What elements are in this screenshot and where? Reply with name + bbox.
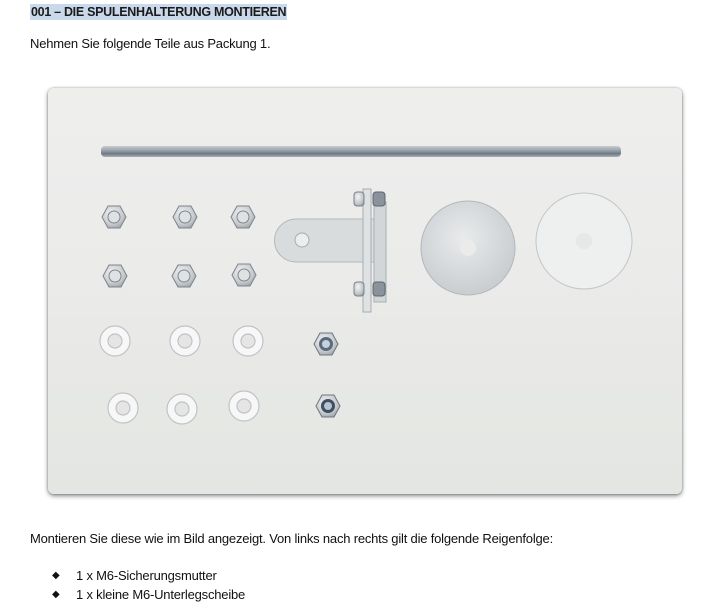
bracket-assembly [275, 189, 387, 312]
threaded-rod [101, 146, 621, 157]
section-heading: 001 – DIE SPULENHALTERUNG MONTIEREN [31, 5, 287, 19]
list-item-text: 1 x M6-Sicherungsmutter [76, 568, 217, 583]
intro-paragraph: Nehmen Sie folgende Teile aus Packung 1. [30, 36, 271, 51]
list-item-text: 1 x kleine M6-Unterlegscheibe [76, 587, 246, 602]
list-item [52, 585, 245, 604]
parts-photo [48, 88, 682, 494]
assembly-order-list [52, 566, 245, 604]
instruction-paragraph: Montieren Sie diese wie im Bild angezeigt. Von links nach rechts gilt die folgende Reigenfolge: [30, 531, 553, 546]
large-washers [421, 193, 632, 295]
list-item [52, 566, 245, 585]
hex-nuts [102, 206, 256, 287]
small-washers [100, 326, 263, 424]
bullet-icon: ◆ [52, 589, 60, 600]
lock-nuts [314, 333, 340, 417]
bullet-icon: ◆ [52, 570, 60, 581]
